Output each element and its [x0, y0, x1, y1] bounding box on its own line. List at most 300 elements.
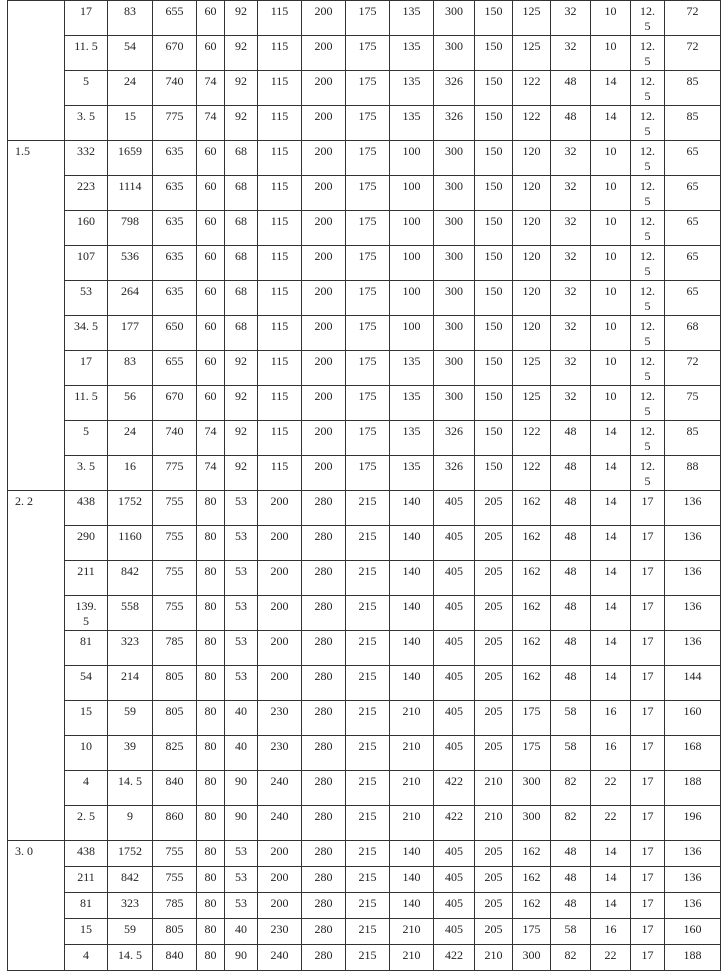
cell-value: 80 [204, 739, 217, 753]
table-cell [153, 867, 197, 893]
cell-value: 280 [314, 564, 333, 578]
table-cell [665, 281, 721, 316]
cell-value: 15 [124, 109, 136, 123]
table-cell [551, 867, 591, 893]
cell-value: 842 [121, 564, 139, 578]
cell-value: 12. 5 [640, 284, 655, 313]
cell-value: 200 [270, 634, 289, 648]
cell-value: 48 [564, 599, 577, 613]
table-cell [591, 281, 631, 316]
table-cell [631, 421, 665, 456]
cell-value: 200 [314, 284, 333, 298]
table-cell [153, 71, 197, 106]
cell-value: 115 [270, 74, 289, 88]
table-cell [108, 526, 153, 561]
table-cell [65, 491, 108, 526]
table-cell [258, 1, 302, 36]
cell-value: 755 [165, 844, 184, 858]
group-label [15, 1, 64, 4]
cell-value: 168 [683, 739, 702, 753]
cell-value: 14 [604, 634, 617, 648]
cell-value: 17 [641, 948, 654, 962]
table-cell [513, 666, 551, 701]
table-cell [434, 421, 475, 456]
cell-value: 798 [121, 214, 139, 228]
cell-value: 175 [522, 704, 541, 718]
cell-value: 280 [314, 844, 333, 858]
cell-value: 80 [204, 896, 217, 910]
cell-value: 438 [77, 494, 95, 508]
table-cell [65, 945, 108, 971]
cell-value: 53 [80, 284, 92, 298]
table-cell [513, 246, 551, 281]
cell-value: 150 [484, 354, 503, 368]
table-row [8, 351, 721, 386]
cell-value: 326 [445, 459, 463, 473]
table-cell [65, 666, 108, 701]
cell-value: 175 [358, 74, 377, 88]
table-cell [302, 351, 346, 386]
table-cell [631, 867, 665, 893]
table-cell [108, 351, 153, 386]
table-cell [258, 596, 302, 631]
table-cell [346, 1, 390, 36]
table-cell [665, 71, 721, 106]
table-cell [390, 491, 434, 526]
table-row [8, 491, 721, 526]
cell-value: 205 [484, 844, 503, 858]
cell-value: 68 [686, 319, 699, 333]
table-cell [258, 106, 302, 141]
cell-value: 14 [604, 529, 617, 543]
table-cell [475, 893, 513, 919]
table-cell [513, 281, 551, 316]
cell-value: 10 [604, 249, 617, 263]
table-cell [631, 386, 665, 421]
cell-value: 10 [604, 179, 617, 193]
table-cell [153, 736, 197, 771]
table-cell [551, 351, 591, 386]
table-cell [153, 211, 197, 246]
table-cell [434, 561, 475, 596]
table-cell [591, 561, 631, 596]
table-cell [665, 666, 721, 701]
cell-value: 240 [270, 948, 289, 962]
cell-value: 200 [270, 844, 289, 858]
table-row [8, 141, 721, 176]
cell-value: 24 [124, 424, 136, 438]
cell-value: 16 [604, 922, 617, 936]
table-cell [591, 71, 631, 106]
table-cell [197, 141, 225, 176]
table-cell [65, 36, 108, 71]
table-row [8, 316, 721, 351]
cell-value: 422 [445, 774, 463, 788]
cell-value: 150 [484, 389, 503, 403]
cell-value: 405 [445, 564, 463, 578]
cell-value: 200 [314, 319, 333, 333]
cell-value: 405 [445, 634, 463, 648]
table-cell [631, 211, 665, 246]
table-cell [197, 893, 225, 919]
table-cell [302, 36, 346, 71]
cell-value: 215 [358, 896, 377, 910]
table-cell [302, 736, 346, 771]
cell-value: 136 [683, 870, 702, 884]
table-cell [225, 281, 258, 316]
cell-value: 115 [270, 424, 289, 438]
cell-value: 175 [358, 144, 377, 158]
cell-value: 422 [445, 809, 463, 823]
table-cell [302, 246, 346, 281]
table-row [8, 631, 721, 666]
cell-value: 68 [235, 319, 247, 333]
table-row [8, 71, 721, 106]
table-cell [108, 36, 153, 71]
table-row [8, 421, 721, 456]
cell-value: 17 [641, 599, 654, 613]
table-cell [475, 141, 513, 176]
cell-value: 65 [686, 249, 699, 263]
table-cell [390, 386, 434, 421]
cell-value: 405 [445, 494, 463, 508]
cell-value: 175 [522, 739, 541, 753]
cell-value: 240 [270, 809, 289, 823]
table-cell [225, 491, 258, 526]
table-cell [225, 893, 258, 919]
cell-value: 12. 5 [640, 389, 655, 418]
table-cell [434, 596, 475, 631]
table-cell [65, 736, 108, 771]
table-cell [434, 666, 475, 701]
table-cell [434, 945, 475, 971]
table-cell [108, 71, 153, 106]
cell-value: 12. 5 [640, 4, 655, 33]
cell-value: 82 [564, 809, 577, 823]
cell-value: 60 [204, 39, 217, 53]
table-cell [591, 351, 631, 386]
cell-value: 205 [484, 599, 503, 613]
table-cell [65, 141, 108, 176]
table-cell [65, 71, 108, 106]
table-cell [302, 316, 346, 351]
cell-value: 10 [604, 214, 617, 228]
cell-value: 842 [121, 870, 139, 884]
cell-value: 14 [604, 109, 617, 123]
cell-value: 175 [358, 319, 377, 333]
table-cell [475, 211, 513, 246]
table-cell [475, 36, 513, 71]
cell-value: 405 [445, 896, 463, 910]
cell-value: 17 [641, 494, 654, 508]
table-cell [434, 919, 475, 945]
table-cell [153, 456, 197, 491]
table-row [8, 386, 721, 421]
table-cell [197, 316, 225, 351]
table-cell [346, 526, 390, 561]
cell-value: 135 [402, 424, 421, 438]
table-cell [513, 841, 551, 867]
table-cell [551, 1, 591, 36]
cell-value: 175 [358, 459, 377, 473]
table-cell [513, 806, 551, 841]
table-cell [665, 841, 721, 867]
table-cell [631, 596, 665, 631]
table-cell [475, 596, 513, 631]
cell-value: 160 [683, 922, 702, 936]
cell-value: 140 [402, 870, 421, 884]
cell-value: 12. 5 [640, 319, 655, 348]
table-cell [631, 841, 665, 867]
table-cell [258, 211, 302, 246]
table-cell [665, 456, 721, 491]
cell-value: 211 [77, 870, 95, 884]
cell-value: 635 [165, 214, 184, 228]
table-cell [665, 351, 721, 386]
table-cell [225, 736, 258, 771]
cell-value: 205 [484, 739, 503, 753]
cell-value: 17 [80, 4, 92, 18]
table-cell [591, 666, 631, 701]
cell-value: 840 [165, 774, 184, 788]
table-cell [302, 281, 346, 316]
table-cell [108, 316, 153, 351]
table-cell [434, 351, 475, 386]
cell-value: 300 [445, 249, 463, 263]
cell-value: 755 [165, 564, 184, 578]
table-cell [591, 631, 631, 666]
table-cell [665, 421, 721, 456]
cell-value: 72 [686, 4, 699, 18]
table-cell [197, 176, 225, 211]
table-cell [665, 526, 721, 561]
table-cell [346, 867, 390, 893]
cell-value: 205 [484, 494, 503, 508]
table-cell [197, 211, 225, 246]
table-cell [475, 106, 513, 141]
cell-value: 215 [358, 844, 377, 858]
table-row [8, 806, 721, 841]
cell-value: 200 [314, 424, 333, 438]
table-cell [665, 919, 721, 945]
cell-value: 12. 5 [640, 39, 655, 68]
cell-value: 135 [402, 459, 421, 473]
table-cell [65, 867, 108, 893]
table-cell [108, 141, 153, 176]
cell-value: 655 [165, 4, 184, 18]
table-cell [665, 596, 721, 631]
group-label: 2. 2 [15, 494, 33, 508]
cell-value: 12. 5 [640, 249, 655, 278]
table-cell [591, 867, 631, 893]
cell-value: 12. 5 [640, 74, 655, 103]
cell-value: 150 [484, 459, 503, 473]
table-cell [591, 1, 631, 36]
table-cell [302, 919, 346, 945]
table-cell [513, 919, 551, 945]
table-cell [390, 919, 434, 945]
cell-value: 60 [204, 354, 217, 368]
table-cell [390, 945, 434, 971]
table-row [8, 281, 721, 316]
group-label: 3. 0 [15, 844, 33, 858]
table-cell [302, 1, 346, 36]
cell-value: 536 [121, 249, 139, 263]
table-row [8, 526, 721, 561]
table-cell [631, 701, 665, 736]
table-row [8, 919, 721, 945]
table-cell [390, 631, 434, 666]
table-cell [631, 316, 665, 351]
table-cell [153, 36, 197, 71]
cell-value: 785 [165, 896, 184, 910]
cell-value: 150 [484, 179, 503, 193]
table-cell [631, 631, 665, 666]
cell-value: 80 [204, 494, 217, 508]
cell-value: 1659 [118, 144, 142, 158]
table-cell [434, 246, 475, 281]
cell-value: 240 [270, 774, 289, 788]
cell-value: 825 [165, 739, 184, 753]
table-row [8, 596, 721, 631]
cell-value: 140 [402, 564, 421, 578]
table-cell [665, 806, 721, 841]
table-cell [65, 351, 108, 386]
cell-value: 17 [641, 634, 654, 648]
cell-value: 100 [402, 284, 421, 298]
table-cell [513, 596, 551, 631]
cell-value: 115 [270, 249, 289, 263]
table-cell [390, 867, 434, 893]
cell-value: 210 [484, 809, 503, 823]
table-cell [197, 806, 225, 841]
table-cell [302, 71, 346, 106]
cell-value: 59 [124, 922, 136, 936]
table-cell [475, 246, 513, 281]
cell-value: 10 [604, 144, 617, 158]
cell-value: 323 [121, 634, 139, 648]
table-cell [153, 666, 197, 701]
cell-value: 72 [686, 39, 699, 53]
table-cell [258, 491, 302, 526]
cell-value: 12. 5 [640, 109, 655, 138]
cell-value: 4 [83, 948, 89, 962]
cell-value: 32 [564, 39, 577, 53]
table-cell [65, 421, 108, 456]
table-cell [475, 666, 513, 701]
cell-value: 200 [314, 4, 333, 18]
table-row [8, 561, 721, 596]
cell-value: 68 [235, 284, 247, 298]
cell-value: 53 [235, 634, 247, 648]
cell-value: 160 [683, 704, 702, 718]
table-cell [197, 246, 225, 281]
cell-value: 60 [204, 249, 217, 263]
cell-value: 135 [402, 354, 421, 368]
cell-value: 92 [235, 424, 247, 438]
table-cell [258, 456, 302, 491]
table-cell [225, 456, 258, 491]
cell-value: 326 [445, 424, 463, 438]
cell-value: 200 [314, 249, 333, 263]
cell-value: 200 [270, 529, 289, 543]
table-cell [513, 701, 551, 736]
table-cell [153, 491, 197, 526]
cell-value: 775 [165, 109, 184, 123]
cell-value: 175 [358, 179, 377, 193]
table-cell [591, 491, 631, 526]
cell-value: 80 [204, 599, 217, 613]
cell-value: 160 [77, 214, 95, 228]
cell-value: 175 [358, 354, 377, 368]
cell-value: 162 [522, 870, 541, 884]
cell-value: 34. 5 [74, 319, 98, 333]
table-cell [197, 666, 225, 701]
table-cell [65, 526, 108, 561]
cell-value: 860 [165, 809, 184, 823]
table-cell [513, 867, 551, 893]
table-cell [631, 736, 665, 771]
table-cell [65, 701, 108, 736]
table-cell [108, 945, 153, 971]
table-cell [258, 176, 302, 211]
cell-value: 300 [445, 284, 463, 298]
cell-value: 280 [314, 704, 333, 718]
cell-value: 115 [270, 214, 289, 228]
cell-value: 140 [402, 634, 421, 648]
table-cell [390, 456, 434, 491]
cell-value: 48 [564, 896, 577, 910]
cell-value: 80 [204, 809, 217, 823]
cell-value: 4 [83, 774, 89, 788]
table-cell [108, 841, 153, 867]
cell-value: 115 [270, 319, 289, 333]
cell-value: 15 [80, 922, 92, 936]
cell-value: 115 [270, 4, 289, 18]
cell-value: 82 [564, 948, 577, 962]
cell-value: 215 [358, 704, 377, 718]
table-row [8, 666, 721, 701]
cell-value: 215 [358, 774, 377, 788]
cell-value: 215 [358, 922, 377, 936]
table-cell [434, 841, 475, 867]
table-cell [302, 456, 346, 491]
table-cell [65, 893, 108, 919]
table-cell [197, 771, 225, 806]
spec-table [7, 0, 721, 971]
cell-value: 200 [314, 144, 333, 158]
cell-value: 92 [235, 4, 247, 18]
table-cell [591, 386, 631, 421]
table-cell [665, 36, 721, 71]
table-cell [591, 421, 631, 456]
table-cell [108, 806, 153, 841]
table-cell [108, 176, 153, 211]
cell-value: 92 [235, 354, 247, 368]
table-cell [390, 281, 434, 316]
cell-value: 17 [641, 896, 654, 910]
cell-value: 200 [314, 74, 333, 88]
cell-value: 32 [564, 249, 577, 263]
table-cell [475, 771, 513, 806]
table-row [8, 867, 721, 893]
table-cell [225, 631, 258, 666]
cell-value: 48 [564, 494, 577, 508]
table-cell [302, 386, 346, 421]
cell-value: 162 [522, 494, 541, 508]
table-cell [390, 1, 434, 36]
table-cell [108, 596, 153, 631]
